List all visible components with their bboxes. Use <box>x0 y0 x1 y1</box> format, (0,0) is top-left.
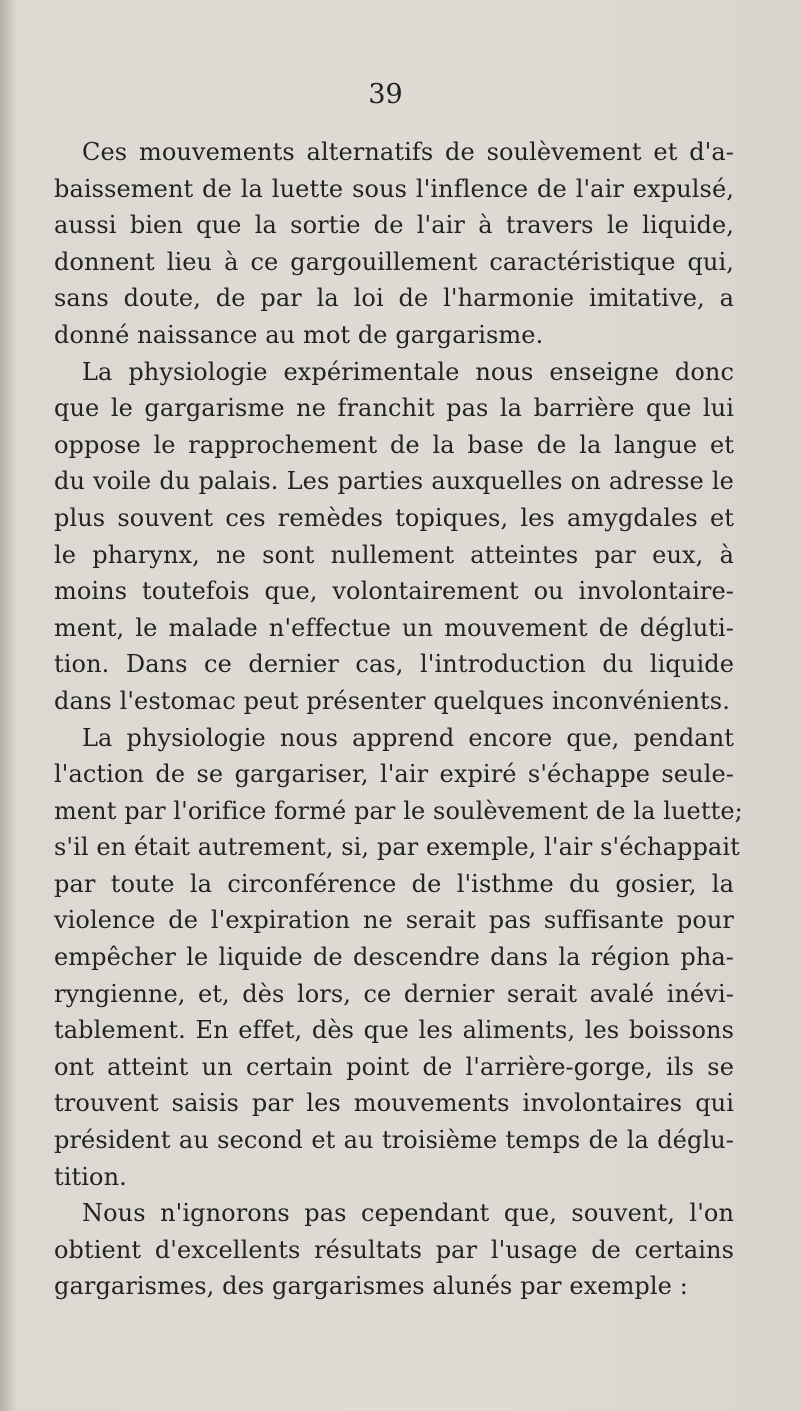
text-line: ment, le malade n'effectue un mouvement de dégluti- <box>54 613 734 642</box>
text-line: aussi bien que la sortie de l'air à travers le liquide, <box>54 211 734 240</box>
text-line: l'action de se gargariser, l'air expiré s'échappe seule- <box>54 760 734 789</box>
text-line: donnent lieu à ce gargouillement caractéristique qui, <box>54 247 734 276</box>
text-line: ment par l'orifice formé par le soulèvement de la luette; <box>54 796 743 825</box>
text-line: sans doute, de par la loi de l'harmonie imitative, a <box>54 284 734 313</box>
text-line: gargarismes, des gargarismes alunés par exemple : <box>54 1272 688 1301</box>
text-line: que le gargarisme ne franchit pas la barrière que lui <box>54 394 734 423</box>
text-line: moins toutefois que, volontairement ou involontaire- <box>54 577 734 606</box>
text-line: Ces mouvements alternatifs de soulèvement et d'a- <box>82 138 734 166</box>
body-text <box>54 134 743 1305</box>
text-line: La physiologie expérimentale nous enseigne donc <box>82 357 734 386</box>
page-number: 39 <box>368 79 403 110</box>
page-fold-shadow <box>0 0 16 1411</box>
text-line: tition. <box>54 1162 127 1191</box>
text-line: ryngienne, et, dès lors, ce dernier serait avalé inévi- <box>54 979 734 1008</box>
text-line: ont atteint un certain point de l'arrière-gorge, ils se <box>54 1052 734 1081</box>
text-line: le pharynx, ne sont nullement atteintes par eux, à <box>54 540 734 569</box>
text-line: empêcher le liquide de descendre dans la région pha- <box>54 943 734 972</box>
text-line: s'il en était autrement, si, par exemple, l'air s'échappait <box>54 833 740 862</box>
text-line: Nous n'ignorons pas cependant que, souvent, l'on <box>82 1199 734 1228</box>
text-line: président au second et au troisième temps de la déglu- <box>54 1126 734 1155</box>
text-line: violence de l'expiration ne serait pas suffisante pour <box>54 906 734 935</box>
text-line: oppose le rapprochement de la base de la langue et <box>54 430 734 459</box>
text-line: baissement de la luette sous l'inflence de l'air expulsé, <box>54 174 734 203</box>
text-line: plus souvent ces remèdes topiques, les amygdales et <box>54 503 734 532</box>
text-line: du voile du palais. Les parties auxquelles on adresse le <box>54 467 734 496</box>
text-line: tablement. En effet, dès que les aliments, les boissons <box>54 1016 734 1045</box>
text-line: trouvent saisis par les mouvements involontaires qui <box>54 1089 734 1118</box>
text-line: dans l'estomac peut présenter quelques inconvénients. <box>54 686 730 715</box>
text-line: La physiologie nous apprend encore que, pendant <box>82 723 734 752</box>
text-line: tion. Dans ce dernier cas, l'introduction du liquide <box>54 650 734 679</box>
text-line: par toute la circonférence de l'isthme du gosier, la <box>54 869 734 898</box>
text-line: donné naissance au mot de gargarisme. <box>54 320 544 349</box>
text-line: obtient d'excellents résultats par l'usage de certains <box>54 1235 734 1264</box>
